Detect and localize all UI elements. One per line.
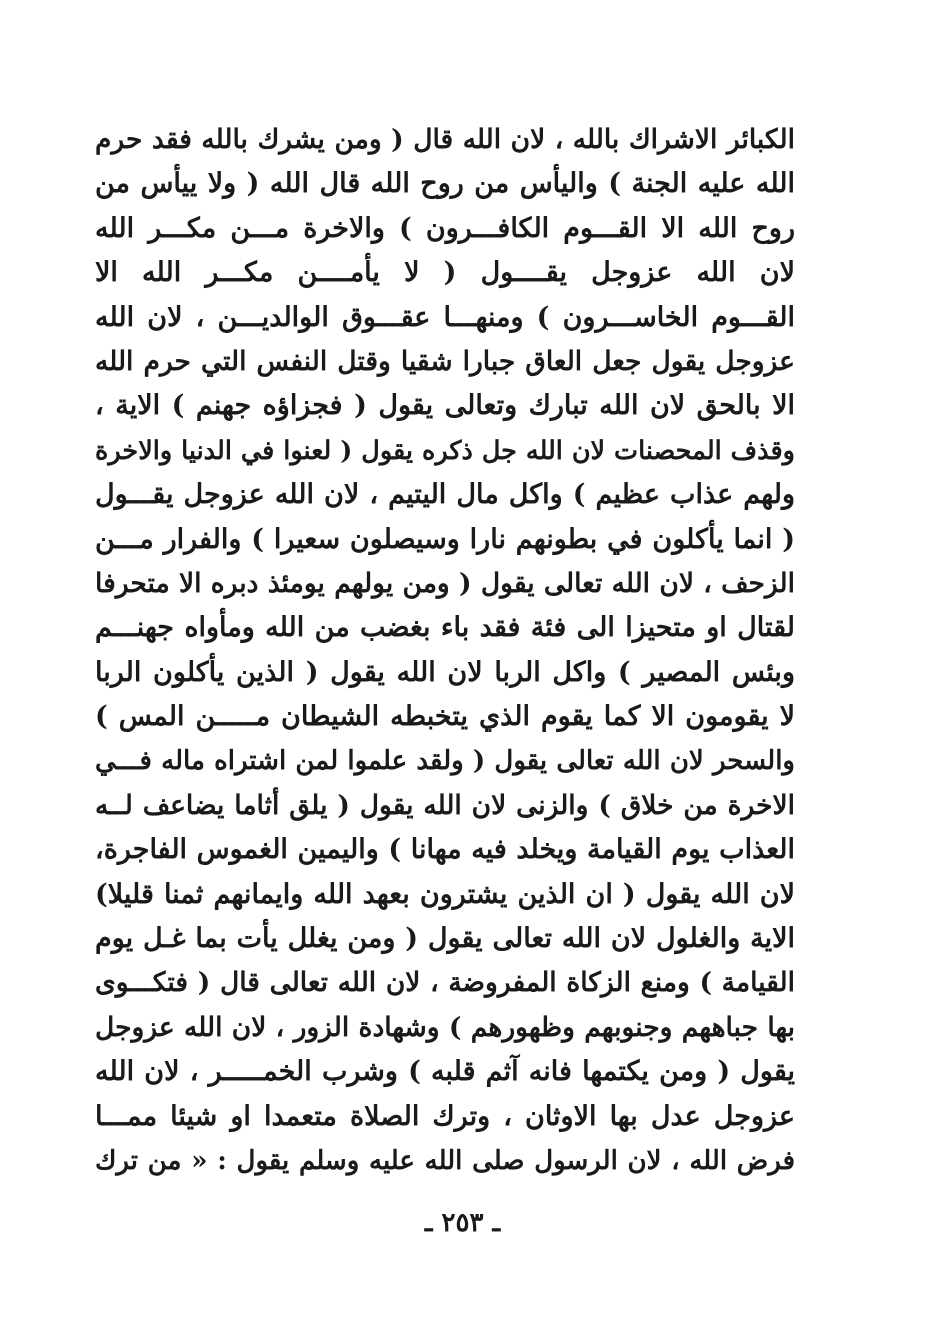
text-line: لان الله عزوجل يقــــول ( لا يأمــــن مكـــر الله الا — [95, 257, 795, 289]
text-line: الا بالحق لان الله تبارك وتعالى يقول ( فجزاؤه جهنم ) الاية ، — [95, 390, 795, 422]
text-line: القيامة ) ومنع الزكاة المفروضة ، لان الله تعالى قال ( فتكـــوى — [95, 967, 795, 999]
text-line: وبئس المصير ) واكل الربا لان الله يقول ( الذين يأكلون الربا — [95, 656, 795, 688]
text-line: لقتال او متحيزا الى فئة فقد باء بغضب من الله ومأواه جهنـــم — [95, 612, 795, 644]
text-line: لان الله يقول ( ان الذين يشترون بعهد الله وايمانهم ثمنا قليلا) — [95, 878, 795, 910]
text-line: عزوجل عدل بها الاوثان ، وترك الصلاة متعمدا او شيئا ممـــا — [95, 1100, 795, 1132]
text-line: الله عليه الجنة ) واليأس من روح الله قال الله ( ولا ييأس من — [95, 168, 795, 200]
text-line: الزحف ، لان الله تعالى يقول ( ومن يولهم يومئذ دبره الا متحرفا — [95, 567, 795, 599]
text-line: بها جباههم وجنوبهم وظهورهم ) وشهادة الزور ، لان الله عزوجل — [95, 1011, 795, 1043]
text-line: روح الله الا القـــوم الكافـــرون ) والاخرة مـــن مكـــر الله — [95, 212, 795, 244]
text-line: ( انما يأكلون في بطونهم نارا وسيصلون سعيرا ) والفرار مـــن — [95, 523, 795, 555]
text-line: يقول ( ومن يكتمها فانه آثم قلبه ) وشرب الخمـــــر ، لان الله — [95, 1056, 795, 1088]
text-line: الاية والغلول لان الله تعالى يقول ( ومن يغلل يأت بما غـل يوم — [95, 923, 795, 955]
text-line: العذاب يوم القيامة ويخلد فيه مهانا ) واليمين الغموس الفاجرة، — [95, 834, 795, 866]
text-line: وقذف المحصنات لان الله جل ذكره يقول ( لعنوا في الدنيا والاخرة — [95, 435, 795, 466]
text-line: لا يقومون الا كما يقوم الذي يتخبطه الشيطان مـــــن المس ) — [95, 701, 795, 733]
page-number: ـ ٢٥٣ ـ — [424, 1208, 501, 1238]
text-line: القـــوم الخاســـرون ) ومنهـــا عقـــوق الوالديـــن ، لان الله — [95, 301, 795, 333]
text-line: عزوجل يقول جعل العاق جبارا شقيا وقتل النفس التي حرم الله — [95, 345, 795, 377]
body-text — [95, 118, 795, 1183]
text-line: ولهم عذاب عظيم ) واكل مال اليتيم ، لان الله عزوجل يقـــول — [95, 479, 795, 511]
text-line: والسحر لان الله تعالى يقول ( ولقد علموا لمن اشتراه ماله فـــي — [95, 746, 795, 777]
text-line: فرض الله ، لان الرسول صلى الله عليه وسلم يقول : « من ترك — [95, 1145, 795, 1176]
text-line: الاخرة من خلاق ) والزنى لان الله يقول ( يلق أثاما يضاعف لــه — [95, 789, 795, 821]
text-line: الكبائر الاشراك بالله ، لان الله قال ( ومن يشرك بالله فقد حرم — [95, 124, 795, 155]
